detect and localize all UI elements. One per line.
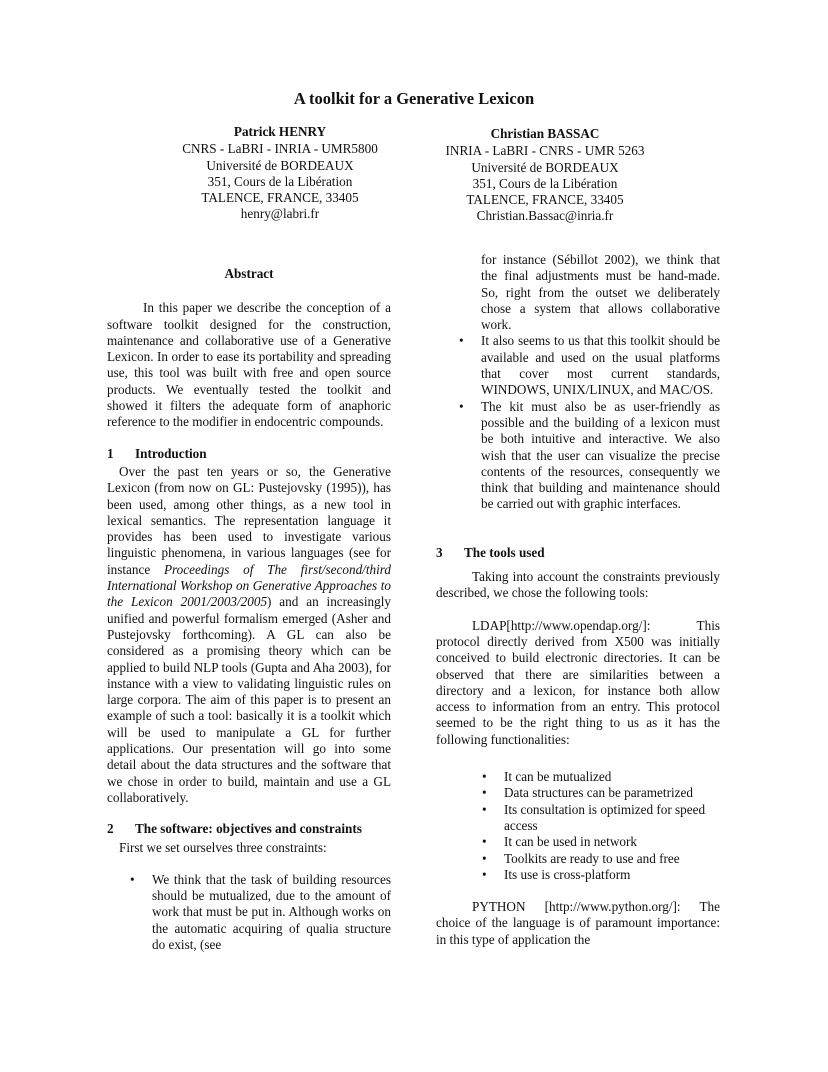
intro-text-part-1: Over the past ten years or so, the Generative Lexicon (from now on GL: Pustejovsky (1995)), has been used, among other things, as a new tool in lexical semantics. The representation language it provides has been used to investigate various linguistic phenomena, in various languages (see for instance — [107, 463, 391, 577]
bullet-icon: • — [482, 801, 487, 817]
list-item-text: It can be used in network — [504, 834, 637, 850]
list-item — [482, 785, 720, 801]
author-block-bassac — [420, 126, 670, 225]
list-item — [482, 866, 720, 883]
section-title: The tools used — [464, 544, 545, 560]
author-email: henry@labri.fr — [240, 206, 320, 222]
author-block-henry — [150, 124, 410, 223]
bullet-icon: • — [482, 785, 487, 801]
list-item-text: It can be mutualized — [504, 769, 612, 785]
list-item — [459, 333, 720, 398]
author-email: Christian.Bassac@inria.fr — [476, 208, 614, 224]
list-item-text: Its use is cross-platform — [504, 866, 631, 882]
bullet-icon: • — [459, 398, 464, 414]
section-number: 3 — [436, 544, 443, 560]
left-column — [107, 266, 391, 953]
list-item — [482, 834, 720, 850]
section-number: 1 — [107, 445, 114, 461]
list-item-text: for instance (Sébillot 2002), we think that the final adjustments must be hand-made. So, right from the outset we deliberately chose a system that allows collaborative work. — [481, 252, 720, 333]
abstract-heading: Abstract — [224, 266, 274, 281]
section-2-heading — [107, 821, 391, 837]
author-affiliation: CNRS - LaBRI - INRIA - UMR5800 — [182, 141, 378, 157]
right-column — [436, 252, 720, 948]
author-city: TALENCE, FRANCE, 33405 — [466, 192, 624, 208]
section-2-intro: First we set ourselves three constraints: — [119, 839, 327, 855]
tools-intro-paragraph: Taking into account the constraints previously described, we chose the following tools: — [436, 569, 720, 601]
paper-title: A toolkit for a Generative Lexicon — [293, 89, 535, 108]
bullet-icon: • — [459, 333, 464, 349]
list-item — [130, 871, 391, 953]
list-item-text: We think that the task of building resources should be mutualized, due to the amount of work that must be put in. Although works on the automatic acquiring of qualia structure do exist, (see — [152, 871, 391, 952]
list-item-text: The kit must also be as user-friendly as possible and the building of a lexicon must be both intuitive and interactive. We also wish that the user can visualize the precise contents of the resources, consequently we think that building and maintenance should be carried out with graphic interfaces. — [481, 398, 720, 512]
python-paragraph: PYTHON [http://www.python.org/]: The choice of the language is of paramount importance: in this type of application the — [436, 899, 720, 947]
intro-text-part-2: ) and an increasingly unified and powerful formalism emerged (Asher and Pustejovsky forthcoming). A GL can also be considered as a promising theory which can be applied to build NLP tools (Gupta and Aha 2003), for instance with a view to validating linguistic rules on large corpora. The aim of this paper is to present an example of such a tool: basically it is a toolkit which will be used to manipulate a GL for further applications. Our presentation will go into some detail about the data structures and the software that we chose in order to build, maintain and use a GL collaboratively. — [107, 594, 391, 805]
bullet-icon: • — [482, 850, 487, 866]
section-3-heading — [436, 545, 720, 561]
bullet-icon: • — [130, 871, 135, 887]
bullet-icon: • — [482, 834, 487, 850]
list-item-continuation — [481, 252, 720, 333]
bullet-icon: • — [482, 866, 487, 882]
list-item-text: Data structures can be parametrized — [504, 785, 693, 801]
author-name: Christian BASSAC — [490, 126, 600, 141]
author-university: Université de BORDEAUX — [206, 157, 354, 173]
ldap-features-list — [482, 769, 720, 883]
author-university: Université de BORDEAUX — [471, 159, 619, 175]
ldap-paragraph: LDAP[http://www.opendap.org/]: This protocol directly derived from X500 was initially conceived to build electronic directories. It can be observed that there are similarities between a directory and a lexicon, for instance both allow access to information from an entry. This protocol seemed to be the right thing to us as it has the following functionalities: — [436, 617, 720, 747]
section-1-heading — [107, 446, 391, 462]
list-item-text: It also seems to us that this toolkit should be available and used on the usual platforms that cover most current standards, WINDOWS, UNIX/LINUX, and MAC/OS. — [481, 333, 720, 398]
list-item-text: Toolkits are ready to use and free — [504, 850, 680, 866]
list-item — [482, 801, 720, 835]
constraints-list — [130, 871, 391, 953]
author-affiliation: INRIA - LaBRI - CNRS - UMR 5263 — [445, 143, 645, 159]
list-item — [459, 398, 720, 513]
list-item — [482, 769, 720, 785]
abstract-text: In this paper we describe the conception of a software toolkit designed for the construction, maintenance and collaborative use of a Generative Lexicon. In order to ease its portability and spreading use, this tool was built with free and open source products. We eventually tested the toolkit and showed it filters the adequate form of anaphoric reference to the modifier in endocentric compounds. — [107, 300, 391, 430]
bullet-icon: • — [482, 769, 487, 785]
author-city: TALENCE, FRANCE, 33405 — [201, 190, 359, 206]
author-address: 351, Cours de la Libération — [472, 175, 618, 191]
list-item-text: Its consultation is optimized for speed access — [504, 801, 706, 833]
section-number: 2 — [107, 821, 114, 837]
constraints-list-continued — [459, 252, 720, 513]
intro-text-emphasis: Proceedings of The first/second/third International Workshop on Generative Approaches to the Lexicon 2001/2003/2005 — [107, 561, 391, 610]
section-title: Introduction — [135, 445, 207, 461]
author-name: Patrick HENRY — [233, 124, 327, 139]
section-title: The software: objectives and constraints — [135, 821, 362, 837]
list-item — [482, 850, 720, 867]
author-address: 351, Cours de la Libération — [207, 173, 353, 189]
introduction-paragraph — [107, 464, 391, 806]
